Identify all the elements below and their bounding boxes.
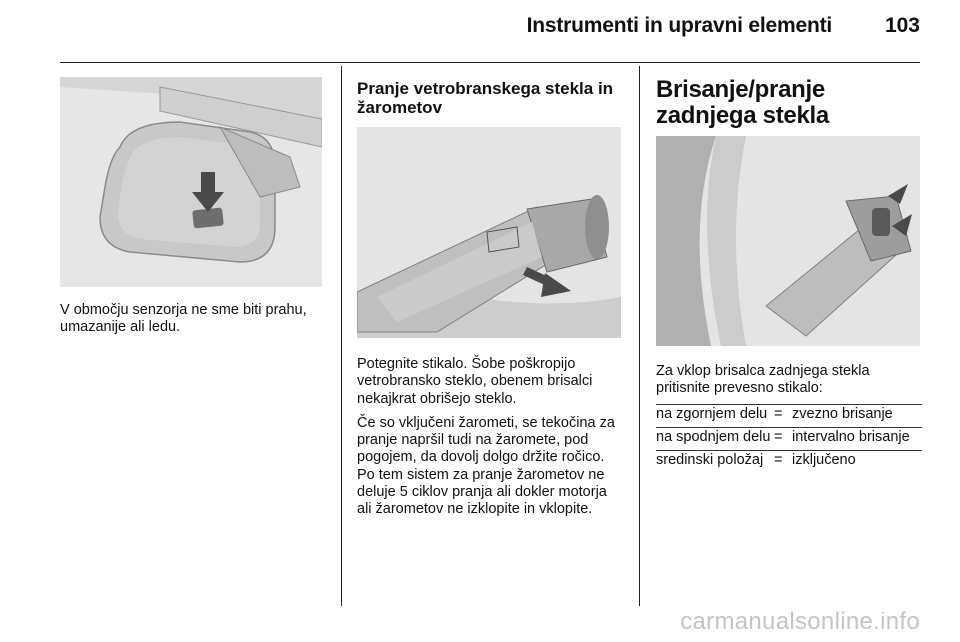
wiper-action: izključeno bbox=[792, 452, 856, 468]
wiper-position: sredinski položaj bbox=[656, 452, 764, 468]
equals-sign: = bbox=[774, 429, 783, 445]
header-title: Instrumenti in upravni elementi bbox=[526, 14, 832, 37]
wiper-action: intervalno brisanje bbox=[792, 429, 910, 445]
rear-wiper-figure bbox=[656, 136, 920, 346]
page-number: 103 bbox=[884, 14, 920, 37]
washer-text bbox=[357, 356, 623, 526]
table-row bbox=[656, 404, 922, 427]
washer-paragraph: Če so vključeni žarometi, se tekočina za pranje napršil tudi na žaromete, pod pogojem, da dovolj dolgo držite ročico. Po tem sistem za pranje žarometov ne deluje 5 ciklov pranja ali dokler motorja ali žarometov ne izklopite in vklopite. bbox=[357, 414, 615, 518]
washer-paragraph: Potegnite stikalo. Šobe poškropijo vetrobransko steklo, obenem brisalci nekajkrat obrišejo steklo. bbox=[357, 356, 593, 407]
wiper-action: zvezno brisanje bbox=[792, 406, 893, 422]
header-rule bbox=[60, 62, 920, 63]
wiper-position: na spodnjem delu bbox=[656, 429, 771, 445]
equals-sign: = bbox=[774, 452, 783, 468]
washer-stalk-figure bbox=[357, 127, 621, 338]
watermark: carmanualsonline.info bbox=[680, 608, 920, 635]
rear-wiper-intro: Za vklop brisalca zadnjega stekla pritisnite prevesno stikalo: bbox=[656, 363, 870, 397]
rain-sensor-figure bbox=[60, 77, 322, 287]
equals-sign: = bbox=[774, 406, 783, 422]
column-divider bbox=[639, 66, 640, 606]
washer-heading: Pranje vetrobranskega stekla in žarometov bbox=[357, 79, 614, 117]
rear-wiper-heading: Brisanje/pranje zadnjega stekla bbox=[656, 76, 829, 129]
wiper-position: na zgornjem delu bbox=[656, 406, 768, 422]
table-row bbox=[656, 427, 922, 450]
column-divider bbox=[341, 66, 342, 606]
table-row bbox=[656, 450, 922, 473]
wiper-positions-table bbox=[656, 404, 922, 473]
sensor-note: V območju senzorja ne sme biti prahu, umazanije ali ledu. bbox=[60, 302, 307, 336]
